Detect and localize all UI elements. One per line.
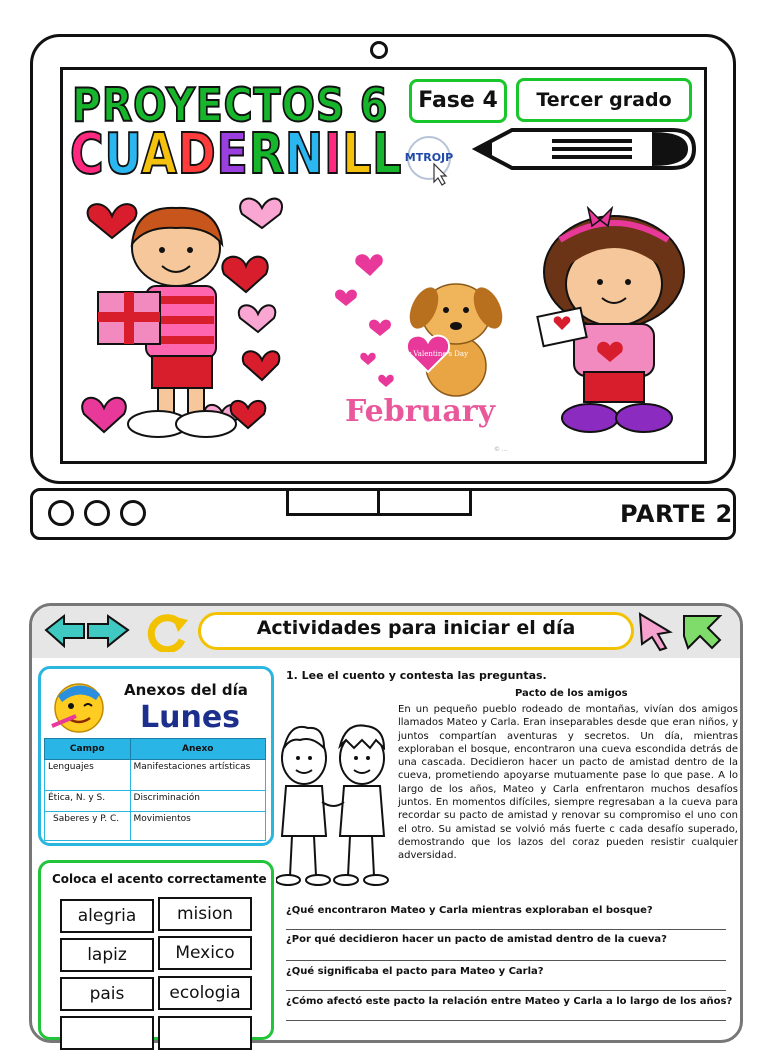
camera-icon (370, 41, 388, 59)
touchpad-divider (377, 488, 380, 516)
indicator-circle-icon (120, 500, 146, 526)
word-box[interactable]: Mexico (158, 936, 252, 970)
mtrojp-logo (398, 134, 460, 186)
title-letter: L (372, 122, 403, 187)
question-3: ¿Qué significaba el pacto para Mateo y Carla? (286, 966, 544, 977)
valentine-text: Happy Valentine's Day (387, 350, 469, 358)
answer-line[interactable] (286, 1020, 726, 1021)
column-header-campo: Campo (45, 739, 131, 760)
indicator-circle-icon (48, 500, 74, 526)
cursor-icon (636, 610, 676, 652)
cover-title-line1: PROYECTOS 6 (72, 78, 389, 132)
title-letter: U (104, 122, 142, 187)
fase-badge: Fase 4 (409, 79, 507, 123)
column-header-anexo: Anexo (130, 739, 265, 760)
copyright-text: © ... (494, 446, 508, 453)
pencil-icon (472, 120, 698, 178)
question-1: ¿Qué encontraron Mateo y Carla mientras exploraban el bosque? (286, 905, 653, 916)
question-4: ¿Cómo afectó este pacto la relación entre Mateo y Carla a lo largo de los años? (286, 996, 733, 1007)
title-letter: A (141, 122, 178, 187)
word-box-empty[interactable] (158, 1016, 252, 1050)
indicator-circle-icon (84, 500, 110, 526)
parte-label: PARTE 2 (620, 500, 733, 528)
story-text: En un pequeño pueblo rodeado de montañas, vivían dos amigos llamados Mateo y Carla. Eran inseparables desde que eran niños, y juntos compartían aventuras y secretos. Un día, mientras exploraban el bosque, encontraron una cueva escondida detrás de una cascada. Decidieron hacer un pacto de amistad dentro de la cueva, prometiendo apoyarse mutuamente pase lo que pase. A lo largo de los años, Mateo y Carla enfrentaron muchos desafíos juntos. En momentos difíciles, siempre regresaban a la cueva para recordar su pacto de amistad y renovar su compromiso el uno con el otro. Su amistad se volvió más fuerte c cada desafío superado, demostrando que los lazos del coraz pueden resistir cualquier adversidad. (398, 704, 738, 862)
answer-line[interactable] (286, 990, 726, 991)
word-box[interactable]: alegria (60, 899, 154, 933)
check-arrow-icon (680, 612, 726, 652)
word-box[interactable]: pais (60, 977, 154, 1011)
title-letter: R (248, 122, 285, 187)
anexos-title: Anexos del día (124, 681, 248, 699)
grado-badge: Tercer grado (516, 78, 692, 122)
answer-line[interactable] (286, 960, 726, 961)
word-box[interactable]: mision (158, 897, 252, 931)
word-box[interactable]: lapiz (60, 938, 154, 972)
table-cell: Discriminación (130, 791, 265, 812)
word-box-empty[interactable] (60, 1016, 154, 1050)
acento-title: Coloca el acento correctamente (52, 872, 267, 886)
story-title: Pacto de los amigos (515, 688, 628, 699)
title-letter: D (177, 122, 217, 187)
logo-text: MTROJP (404, 151, 454, 164)
table-row (45, 760, 266, 791)
question-2: ¿Por qué decidieron hacer un pacto de amistad dentro de la cueva? (286, 934, 667, 945)
refresh-icon (146, 612, 190, 652)
task-instruction: 1. Lee el cuento y contesta las preguntas. (286, 669, 547, 682)
title-letter: C (70, 122, 105, 187)
word-box[interactable]: ecologia (158, 976, 252, 1010)
title-letter: I (324, 122, 343, 187)
arrows-left-right-icon (42, 610, 132, 652)
table-row (45, 791, 266, 812)
title-letter: E (216, 122, 249, 187)
answer-line[interactable] (286, 929, 726, 930)
girl-with-letter-illustration (520, 206, 706, 440)
table-cell: Lenguajes (45, 760, 131, 791)
table-cell: Movimientos (130, 812, 265, 841)
table-cell: Ética, N. y S. (45, 791, 131, 812)
emoji-icon (46, 676, 112, 734)
title-letter: L (342, 122, 373, 187)
table-cell: Manifestaciones artísticas (130, 760, 265, 791)
header-title: Actividades para iniciar el día (256, 617, 576, 639)
title-letter: N (284, 122, 325, 187)
two-friends-illustration (276, 718, 396, 888)
table-cell: Saberes y P. C. (45, 812, 131, 841)
cover-title-line2 (70, 122, 402, 187)
dog-valentine-illustration (330, 246, 510, 406)
february-label: February (345, 394, 496, 429)
table-row (45, 812, 266, 841)
day-label: Lunes (140, 700, 241, 735)
anexos-table (44, 738, 266, 841)
boy-with-gift-illustration (76, 186, 296, 448)
